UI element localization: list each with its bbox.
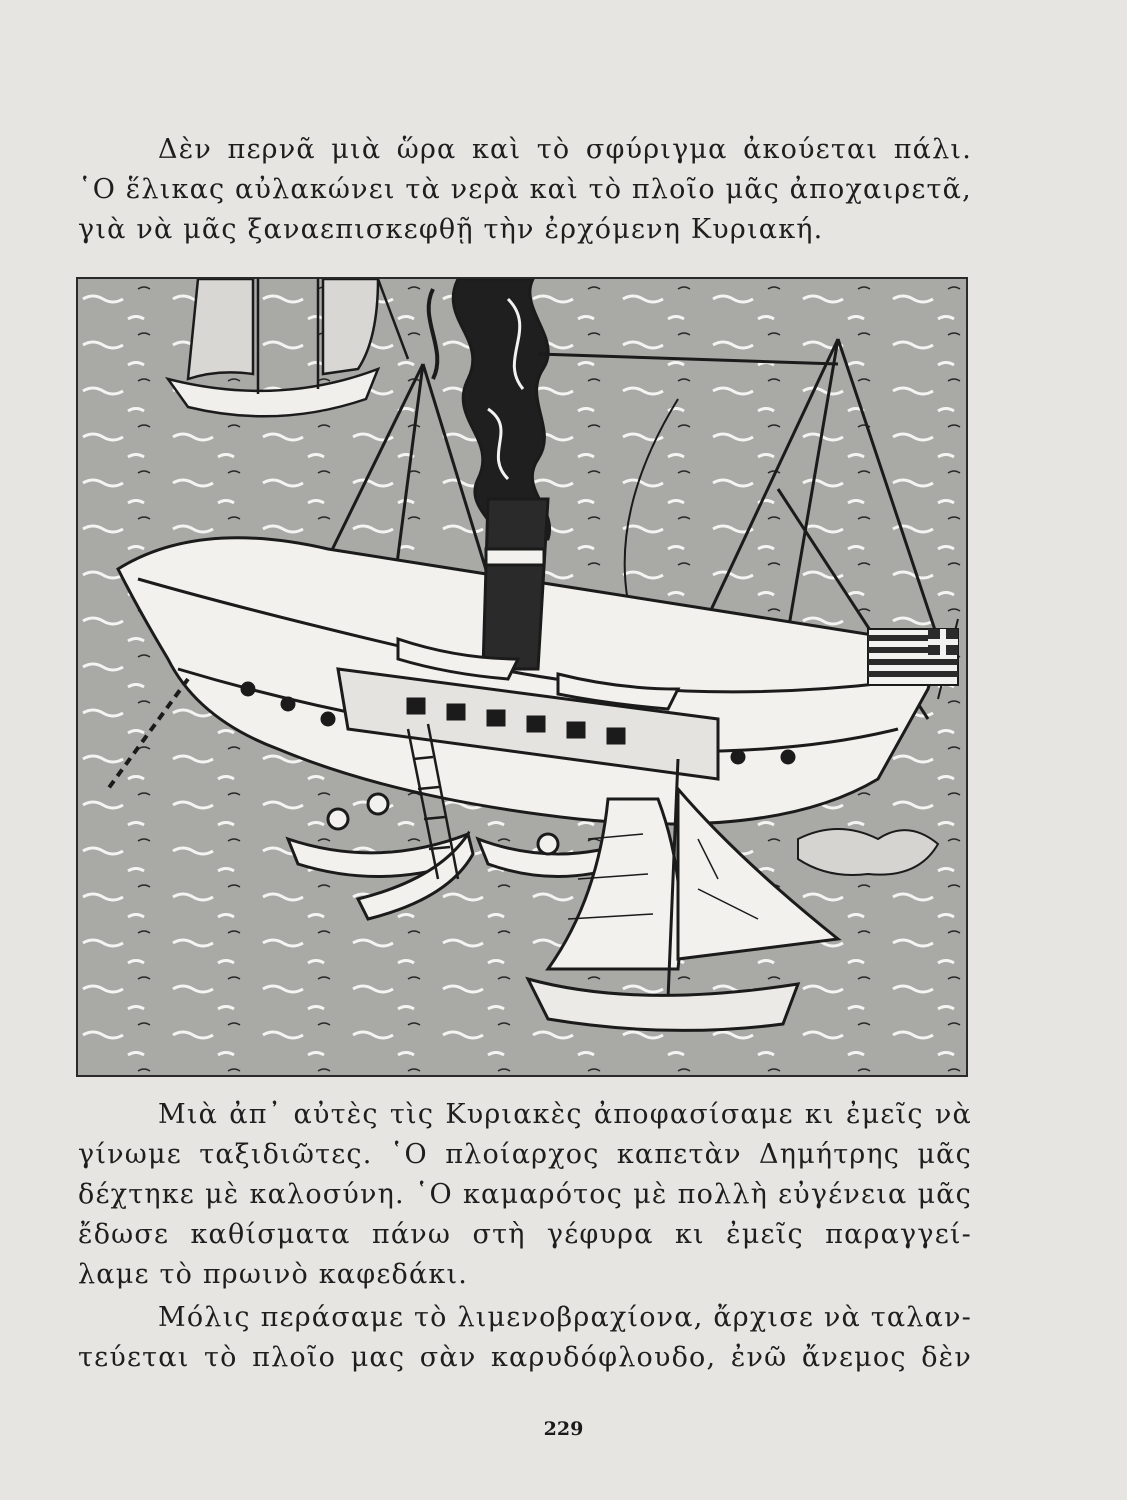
steamship-illustration (76, 277, 968, 1077)
page-number: 229 (543, 1418, 584, 1440)
text-line: Μόλις περάσαμε τὸ λιμενοβραχίονα, ἄρχισε νὰ ταλαν- (158, 1302, 972, 1333)
chimney-funnel (483, 499, 548, 669)
paragraph-3 (78, 1298, 972, 1378)
text-line: δέχτηκε μὲ καλοσύνη. ῾Ο καμαρότος μὲ πολλὴ εὐγένεια μᾶς (78, 1179, 972, 1210)
text-line: ἔδωσε καθίσματα πάνω στὴ γέφυρα κι ἐμεῖς παραγγεί- (78, 1219, 972, 1250)
text-line: λαμε τὸ πρωινὸ καφεδάκι. (78, 1259, 469, 1290)
text-line: ῾Ο ἕλικας αὐλακώνει τὰ νερὰ καὶ τὸ πλοῖο μᾶς ἀποχαιρετᾶ, (78, 174, 972, 205)
paragraph-1 (78, 130, 972, 250)
illustration-drawing (78, 279, 966, 1075)
text-line: γιὰ νὰ μᾶς ξαναεπισκεφθῇ τὴν ἐρχόμενη Κυριακή. (78, 214, 824, 245)
text-line: τεύεται τὸ πλοῖο μας σὰν καρυδόφλουδο, ἐνῶ ἄνεμος δὲν (78, 1342, 972, 1373)
paragraph-2 (78, 1095, 972, 1295)
text-line: γίνωμε ταξιδιῶτες. ῾Ο πλοίαρχος καπετὰν Δημήτρης μᾶς (78, 1139, 972, 1170)
text-line: Δὲν περνᾶ μιὰ ὥρα καὶ τὸ σφύριγμα ἀκούεται πάλι. (158, 134, 972, 165)
text-line: Μιὰ ἀπ᾿ αὐτὲς τὶς Κυριακὲς ἀποφασίσαμε κι ἐμεῖς νὰ (158, 1099, 972, 1130)
